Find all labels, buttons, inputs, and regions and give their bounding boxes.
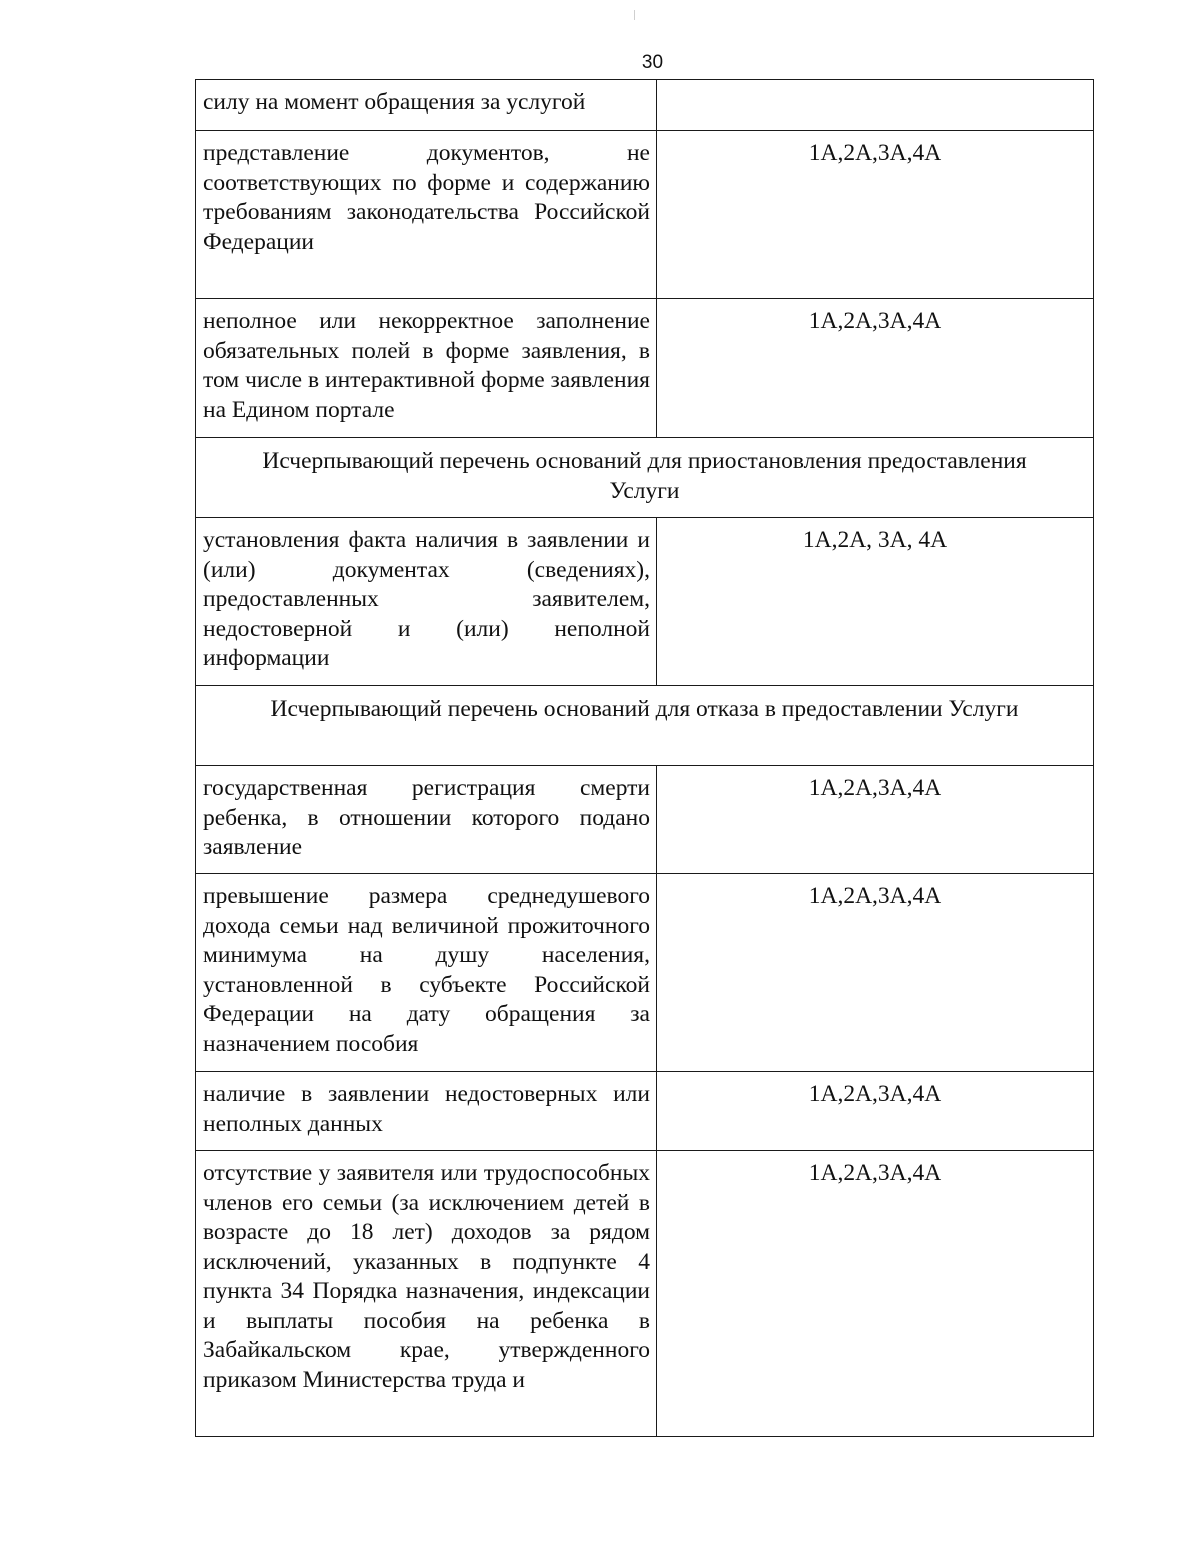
page-number: 30: [641, 52, 664, 73]
table-cell-ground: [196, 1072, 657, 1151]
table-cell-codes: [657, 299, 1094, 438]
applicant-codes: [657, 80, 1093, 92]
applicant-codes: 1А,2А,3А,4А: [808, 1160, 942, 1186]
table-cell-codes: [657, 518, 1094, 686]
table-cell-codes: [657, 80, 1094, 131]
ground-text: установления факта наличия в заявлении и (или) документах (сведениях), предоставленных заявителем, недостоверной и (или) неполной информации: [203, 527, 650, 671]
ground-text: представление документов, не соответствующих по форме и содержанию требованиям законодательства Российской Федерации: [203, 140, 650, 255]
applicant-codes: 1А,2А,3А,4А: [808, 775, 942, 801]
section-header-row: [196, 686, 1094, 766]
table-row: [196, 299, 1094, 438]
ground-text: превышение размера среднедушевого дохода семьи над величиной прожиточного минимума на душу населения, установленной в субъекте Российской Федерации на дату обращения за назначением пособия: [203, 883, 650, 1057]
section-header-cell: [196, 686, 1094, 766]
table-row: [196, 518, 1094, 686]
table-cell-codes: [657, 766, 1094, 874]
ground-text: отсутствие у заявителя или трудоспособных членов его семьи (за исключением детей в возрасте до 18 лет) доходов за рядом исключений, указанных в подпункте 4 пункта 34 Порядка назначения, индексации и выплаты пособия на ребенка в Забайкальском крае, утвержденного приказом Министерства труда и: [203, 1160, 650, 1393]
section-header-cell: [196, 438, 1094, 518]
applicant-codes: 1А,2А,3А,4А: [808, 140, 942, 166]
table-row: [196, 1151, 1094, 1437]
table-cell-codes: [657, 1151, 1094, 1437]
section-heading-suspension: Исчерпывающий перечень оснований для приостановления предоставления Услуги: [262, 448, 1027, 504]
section-heading-refusal: Исчерпывающий перечень оснований для отказа в предоставлении Услуги: [270, 696, 1019, 722]
table-cell-codes: [657, 874, 1094, 1072]
grounds-table: [195, 79, 1094, 1437]
table-cell-ground: [196, 1151, 657, 1437]
scan-artifact-mark: [634, 10, 635, 20]
table-row: [196, 1072, 1094, 1151]
ground-text: неполное или некорректное заполнение обязательных полей в форме заявления, в том числе в интерактивной форме заявления на Едином портале: [203, 308, 650, 423]
ground-text: силу на момент обращения за услугой: [203, 89, 586, 115]
table-row: [196, 874, 1094, 1072]
table-cell-ground: [196, 874, 657, 1072]
section-header-row: [196, 438, 1094, 518]
table-cell-ground: [196, 766, 657, 874]
table-cell-ground: [196, 518, 657, 686]
table-row: [196, 766, 1094, 874]
table-cell-ground: [196, 299, 657, 438]
table-cell-codes: [657, 1072, 1094, 1151]
table-cell-ground: [196, 131, 657, 299]
applicant-codes: 1А,2А,3А,4А: [808, 883, 942, 909]
ground-text: государственная регистрация смерти ребенка, в отношении которого подано заявление: [203, 775, 650, 860]
table-cell-ground: [196, 80, 657, 131]
applicant-codes: 1А,2А,3А,4А: [808, 1081, 942, 1107]
table-row: [196, 131, 1094, 299]
applicant-codes: 1А,2А, 3А, 4А: [802, 527, 948, 553]
applicant-codes: 1А,2А,3А,4А: [808, 308, 942, 334]
table-row: [196, 80, 1094, 131]
table-cell-codes: [657, 131, 1094, 299]
ground-text: наличие в заявлении недостоверных или неполных данных: [203, 1081, 650, 1137]
